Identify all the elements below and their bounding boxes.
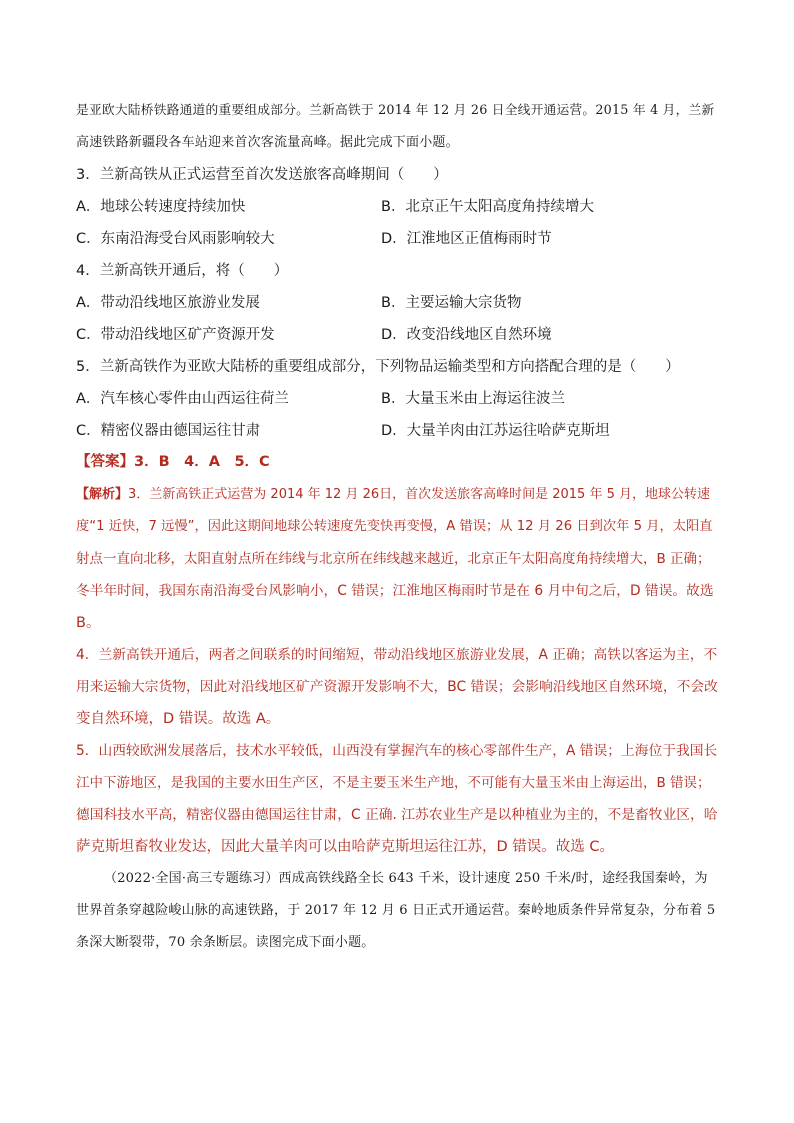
question-4-option-b: B．主要运输大宗货物 bbox=[381, 295, 522, 311]
analysis-p3-line-1: 5．山西较欧洲发展落后，技术水平较低，山西没有掌握汽车的核心零部件生产，A 错误；上海位于我国长 bbox=[76, 743, 718, 759]
analysis-p1-text-1: 3．兰新高铁正式运营为 2014 年 12 月 26日，首次发送旅客高峰时间是 2015 年 5 月，地球公转速 bbox=[128, 487, 711, 502]
next-passage-line-1: （2022·全国·高三专题练习）西成高铁线路全长 643 千米，设计速度 250 千米/时，途经我国秦岭，为 bbox=[104, 871, 708, 886]
answer-row bbox=[76, 452, 270, 472]
answer-tag: 【答案】 bbox=[76, 454, 134, 470]
analysis-p1-line-5: B。 bbox=[76, 615, 101, 631]
analysis-p1-line-3: 射点一直向北移，太阳直射点所在纬线与北京所在纬线越来越近，北京正午太阳高度角持续增大，B 正确； bbox=[76, 551, 711, 567]
analysis-p2-line-3: 变自然环境，D 错误。故选 A。 bbox=[76, 711, 281, 727]
analysis-p3-line-2: 江中下游地区，是我国的主要水田生产区，不是主要玉米生产地，不可能有大量玉米由上海运出，B 错误； bbox=[76, 775, 711, 791]
analysis-p2-line-1: 4．兰新高铁开通后，两者之间联系的时间缩短，带动沿线地区旅游业发展，A 正确；高铁以客运为主，不 bbox=[76, 647, 718, 663]
question-3-option-c: C．东南沿海受台风雨影响较大 bbox=[76, 231, 275, 247]
question-4-stem: 4．兰新高铁开通后，将（ ） bbox=[76, 263, 289, 279]
question-4-option-a: A．带动沿线地区旅游业发展 bbox=[76, 295, 260, 311]
analysis-p1-line-4: 冬半年时间，我国东南沿海受台风影响小，C 错误；江淮地区梅雨时节是在 6 月中旬之后，D 错误。故选 bbox=[76, 583, 714, 599]
question-5-option-c: C．精密仪器由德国运往甘肃 bbox=[76, 423, 261, 439]
question-3-option-a: A．地球公转速度持续加快 bbox=[76, 199, 246, 215]
analysis-tag: 【解析】 bbox=[76, 487, 129, 502]
next-passage-line-2: 世界首条穿越险峻山脉的高速铁路，于 2017 年 12 月 6 日正式开通运营。秦岭地质条件异常复杂，分布着 5 bbox=[76, 903, 716, 918]
intro-line-2: 高速铁路新疆段各车站迎来首次客流量高峰。据此完成下面小题。 bbox=[76, 135, 459, 150]
analysis-p3-line-4: 萨克斯坦畜牧业发达，因此大量羊肉可以由哈萨克斯坦运往江苏，D 错误。故选 C。 bbox=[76, 839, 615, 855]
question-3-option-d: D．江淮地区正值梅雨时节 bbox=[381, 231, 552, 247]
analysis-p2-line-2: 用来运输大宗货物，因此对沿线地区矿产资源开发影响不大，BC 错误；会影响沿线地区自然环境，不会改 bbox=[76, 679, 718, 695]
question-5-stem: 5．兰新高铁作为亚欧大陆桥的重要组成部分，下列物品运输类型和方向搭配合理的是（ ） bbox=[76, 359, 680, 375]
intro-line-1: 是亚欧大陆桥铁路通道的重要组成部分。兰新高铁于 2014 年 12 月 26 日全线开通运营。2015 年 4 月，兰新 bbox=[76, 103, 715, 118]
analysis-p1-line-1 bbox=[76, 485, 710, 505]
answer-text: 3．B 4．A 5．C bbox=[134, 454, 270, 470]
question-5-option-a: A．汽车核心零件由山西运往荷兰 bbox=[76, 391, 289, 407]
question-4-option-d: D．改变沿线地区自然环境 bbox=[381, 327, 552, 343]
analysis-p3-line-3: 德国科技水平高，精密仪器由德国运往甘肃，C 正确. 江苏农业生产是以种植业为主的，不是畜牧业区，哈 bbox=[76, 807, 718, 823]
next-passage-line-3: 条深大断裂带，70 余条断层。读图完成下面小题。 bbox=[76, 935, 375, 950]
question-4-option-c: C．带动沿线地区矿产资源开发 bbox=[76, 327, 275, 343]
question-5-option-b: B．大量玉米由上海运往波兰 bbox=[381, 391, 565, 407]
analysis-p1-line-2: 度“1 近快，7 远慢”，因此这期间地球公转速度先变快再变慢，A 错误；从 12 月 26 日到次年 5 月，太阳直 bbox=[76, 519, 713, 534]
question-5-option-d: D．大量羊肉由江苏运往哈萨克斯坦 bbox=[381, 423, 610, 439]
question-3-option-b: B．北京正午太阳高度角持续增大 bbox=[381, 199, 594, 215]
question-3-stem: 3．兰新高铁从正式运营至首次发送旅客高峰期间（ ） bbox=[76, 167, 448, 183]
